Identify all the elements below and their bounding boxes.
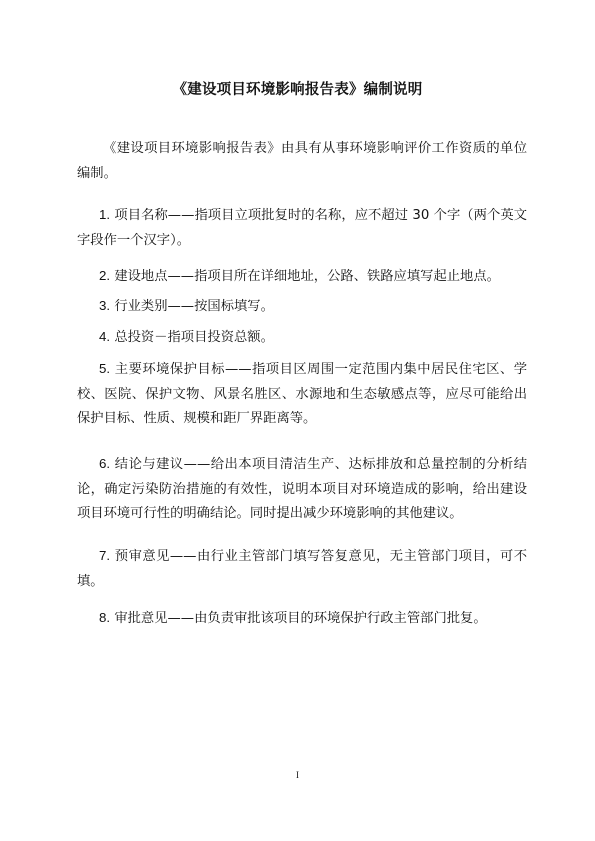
item-pre-review xyxy=(77,544,527,594)
item-text: 总投资－指项目投资总额。 xyxy=(114,330,274,345)
item-text: 预审意见——由行业主管部门填写答复意见，无主管部门项目，可不填。 xyxy=(77,549,527,589)
item-number: 7. xyxy=(99,548,111,563)
item-text: 审批意见——由负责审批该项目的环境保护行政主管部门批复。 xyxy=(114,611,487,626)
item-approval xyxy=(77,606,527,632)
item-text: 项目名称——指项目立项批复时的名称，应不超过 30 个字（两个英文字段作一个汉字）。 xyxy=(77,208,528,248)
item-construction-site xyxy=(77,264,527,290)
item-number: 6. xyxy=(99,456,111,471)
item-number: 1. xyxy=(99,207,111,222)
item-project-name xyxy=(77,203,527,253)
item-text: 主要环境保护目标——指项目区周围一定范围内集中居民住宅区、学校、医院、保护文物、风景名胜区、水源地和生态敏感点等，应尽可能给出保护目标、性质、规模和距厂界距离等。 xyxy=(77,362,527,426)
item-number: 8. xyxy=(99,610,111,625)
item-number: 3. xyxy=(99,298,111,313)
item-text: 结论与建议——给出本项目清洁生产、达标排放和总量控制的分析结论，确定污染防治措施的有效性，说明本项目对环境造成的影响，给出建设项目环境可行性的明确结论。同时提出减少环境影响的其他建议。 xyxy=(77,457,527,521)
item-industry-category xyxy=(77,294,527,320)
item-total-investment xyxy=(77,325,527,351)
item-number: 2. xyxy=(99,268,111,283)
intro-paragraph: 《建设项目环境影响报告表》由具有从事环境影响评价工作资质的单位编制。 xyxy=(77,141,527,181)
page-number: I xyxy=(296,770,299,780)
item-conclusions xyxy=(77,452,527,527)
item-number: 5. xyxy=(99,361,111,376)
item-text: 建设地点——指项目所在详细地址，公路、铁路应填写起止地点。 xyxy=(114,269,500,284)
item-text: 行业类别——按国标填写。 xyxy=(114,299,274,314)
item-number: 4. xyxy=(99,329,111,344)
item-protection-targets xyxy=(77,357,527,432)
page-title: 《建设项目环境影响报告表》编制说明 xyxy=(172,82,423,98)
